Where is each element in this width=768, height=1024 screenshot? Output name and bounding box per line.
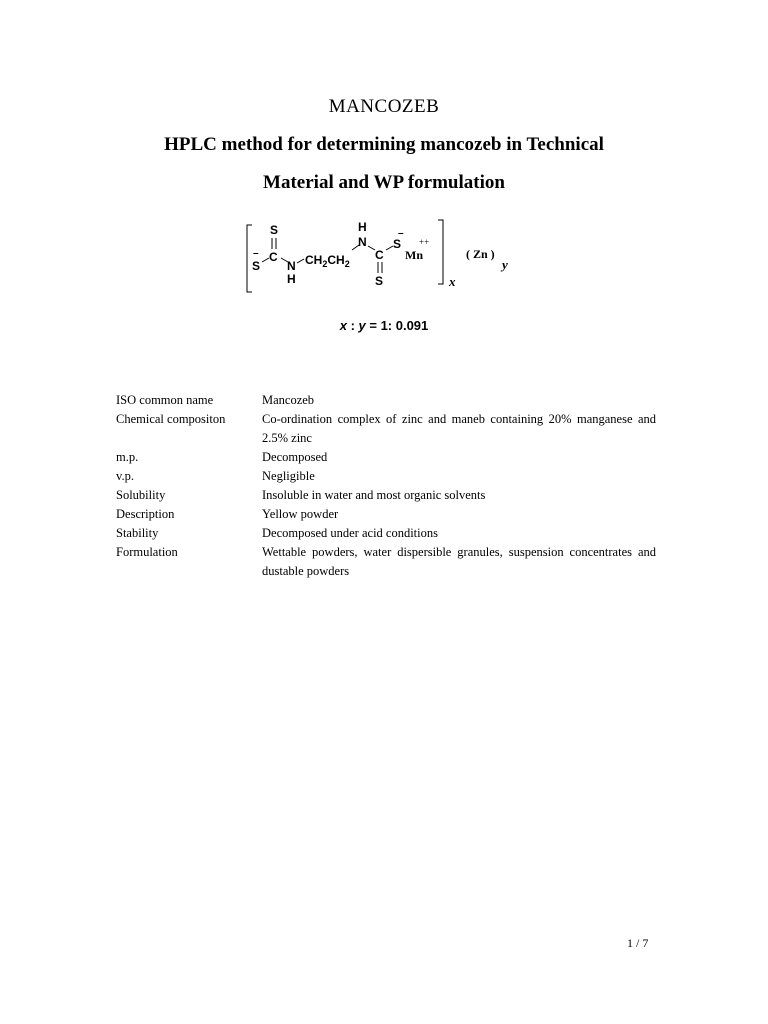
ethylene-chain: $CH_2CH_2$ bbox=[305, 253, 350, 269]
property-value: Decomposed under acid conditions bbox=[262, 526, 438, 540]
property-value: Co-ordination complex of zinc and maneb containing 20% manganese and 2.5% zinc bbox=[262, 412, 656, 445]
property-row-formulation bbox=[116, 543, 656, 581]
atom-h-right: H bbox=[358, 220, 367, 234]
right-bracket bbox=[438, 220, 443, 284]
minus-right: – bbox=[398, 228, 404, 239]
document-title: MANCOZEB bbox=[328, 96, 440, 117]
atom-h-left: H bbox=[287, 272, 296, 286]
atom-c-right: C bbox=[375, 248, 384, 262]
subscript-y: y bbox=[502, 257, 508, 272]
page-number: 1 / 7 bbox=[627, 936, 649, 950]
ratio-x: x bbox=[339, 318, 347, 333]
atom-s-left: S bbox=[252, 259, 261, 273]
property-label: Formulation bbox=[116, 545, 178, 559]
ratio-value: = 1: 0.091 bbox=[365, 318, 429, 333]
bond-n-chain bbox=[297, 259, 304, 263]
property-row-stability bbox=[116, 524, 656, 543]
bond-n-c-right bbox=[368, 246, 375, 250]
bond-s-c-left bbox=[262, 258, 269, 262]
atom-s-top: S bbox=[270, 223, 279, 237]
property-label: Stability bbox=[116, 526, 159, 540]
atom-s-right: S bbox=[393, 237, 402, 251]
metal-mn: Mn bbox=[405, 248, 423, 262]
minus-left: – bbox=[253, 248, 259, 259]
property-value: Yellow powder bbox=[262, 507, 339, 521]
property-row-vapour-pressure bbox=[116, 467, 656, 486]
property-label: Description bbox=[116, 507, 175, 521]
metal-charge: ++ bbox=[419, 237, 430, 247]
zinc-term: ( Zn ) bbox=[466, 247, 495, 261]
property-row-description bbox=[116, 505, 656, 524]
property-row-chemical-composition bbox=[116, 410, 656, 448]
property-value: Decomposed bbox=[262, 450, 328, 464]
ratio-separator: : bbox=[346, 318, 359, 333]
atom-s-bottom: S bbox=[375, 274, 384, 288]
properties-table bbox=[116, 391, 656, 581]
method-heading-line-2: Material and WP formulation bbox=[263, 172, 505, 193]
ratio-equation bbox=[0, 318, 768, 333]
atom-c-left: C bbox=[269, 250, 278, 264]
atom-n-left: N bbox=[287, 259, 296, 273]
property-value: Mancozeb bbox=[262, 393, 315, 407]
property-label: Chemical compositon bbox=[116, 412, 226, 426]
method-heading-line-1: HPLC method for determining mancozeb in Technical bbox=[164, 134, 604, 155]
property-label: ISO common name bbox=[116, 393, 214, 407]
property-label: v.p. bbox=[116, 469, 134, 483]
property-value: Insoluble in water and most organic solvents bbox=[262, 488, 486, 502]
property-row-melting-point bbox=[116, 448, 656, 467]
property-value: Wettable powders, water dispersible granules, suspension concentrates and dustable powders bbox=[262, 545, 656, 578]
property-label: Solubility bbox=[116, 488, 166, 502]
property-row-solubility bbox=[116, 486, 656, 505]
bond-c-s-right bbox=[386, 246, 393, 250]
ratio-y: y bbox=[358, 318, 366, 333]
chemical-structure bbox=[238, 216, 528, 298]
subscript-x: x bbox=[449, 274, 456, 289]
property-row-iso-name bbox=[116, 391, 656, 410]
atom-n-right: N bbox=[358, 235, 367, 249]
property-value: Negligible bbox=[262, 469, 315, 483]
property-label: m.p. bbox=[116, 450, 139, 464]
